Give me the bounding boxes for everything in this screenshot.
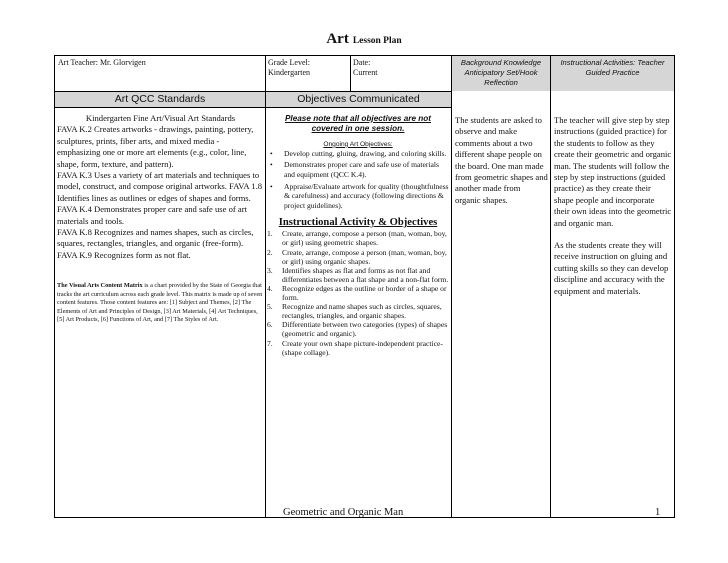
objectives-note: Please note that all objectives are not covered in one session.: [284, 114, 432, 134]
activity-item: [267, 229, 449, 247]
activity-number: 6.: [267, 320, 273, 330]
guided-practice-cell: [554, 115, 672, 505]
qcc-standards-title: Art QCC Standards: [114, 93, 206, 105]
guided-practice-paragraph: As the students create they will receive instruction on gluing and cutting skills so they can develop discipline and accuracy with the equipment and materials.: [554, 240, 669, 296]
standard-item: FAVA K.2 Creates artworks - drawings, painting, pottery, sculptures, prints, fiber arts, and mixed media - emphasizing one or more art elements (e.g., color, line, shape, form, texture, and pattern).: [57, 124, 254, 169]
objectives-cell: [267, 114, 449, 514]
standards-cell: [57, 113, 264, 513]
date-label: Date:: [353, 58, 371, 67]
objectives-header: [266, 92, 451, 107]
activity-text: Create, arrange, compose a person (man, woman, boy, or girl) using organic shapes.: [282, 247, 447, 266]
grade-level-value: Kindergarten: [268, 68, 311, 77]
activity-item: [267, 339, 449, 357]
qcc-standards-header: [55, 92, 265, 107]
teacher-name: Art Teacher: Mr. Glorvigen: [58, 58, 146, 67]
ongoing-objectives-heading: Ongoing Art Objectives:: [323, 140, 393, 148]
objectives-title: Objectives Communicated: [297, 93, 420, 105]
activity-text: Recognize edges as the outline or border of a shape or form.: [282, 283, 447, 303]
activity-text: Differentiate between two categories (types) of shapes (geometric and organic).: [282, 320, 448, 339]
standards-heading: Kindergarten Fine Art/Visual Art Standards: [85, 113, 236, 123]
activity-item: [267, 248, 449, 266]
instructional-activities-header: [551, 56, 674, 91]
activity-list: [267, 229, 449, 356]
guided-practice-paragraph: The teacher will give step by step instructions (guided practice) for the students to follow as they create their geometric and organic man. The students will follow the step by step instructions (guided practice) as they create their shape people and incorporate their own ideas into the geometric and organic man.: [554, 115, 672, 228]
title-sub: Lesson Plan: [352, 36, 402, 46]
page-number: 1: [655, 507, 661, 518]
background-knowledge-label: Background Knowledge Anticipatory Set/Hook Reflection: [460, 58, 542, 87]
background-knowledge-header: [452, 56, 550, 91]
activity-number: 1.: [267, 229, 273, 239]
teacher-cell: [58, 58, 263, 88]
standard-item: FAVA K.9 Recognizes form as not flat.: [57, 249, 191, 260]
grade-level-cell: [268, 58, 348, 88]
lesson-plan-title: [0, 30, 728, 48]
standard-item: FAVA K.8 Recognizes and names shapes, such as circles, squares, rectangles, triangles, and organic (free-form).: [57, 227, 254, 249]
standard-item: FAVA K.4 Demonstrates proper care and safe use of art materials and tools.: [57, 204, 247, 226]
activity-text: Identifies shapes as flat and forms as not flat and differentiates between a flat shape and a non-flat form.: [282, 265, 449, 284]
activity-item: [267, 284, 449, 302]
activity-heading: Instructional Activity & Objectives: [278, 217, 438, 229]
background-knowledge-cell: [455, 115, 548, 505]
grade-level-label: Grade Level:: [268, 58, 310, 67]
activity-item: [267, 302, 449, 320]
title-main: Art: [326, 31, 349, 47]
background-knowledge-text: The students are asked to observe and make comments about a two different shape people on the board. One man made from geometric shapes and another made from organic shapes.: [455, 115, 548, 205]
instructional-activities-label: Instructional Activities: Teacher Guided Practice: [560, 58, 665, 77]
date-value: Current: [353, 68, 378, 77]
ongoing-objective: • Develop cutting, gluing, drawing, and coloring skills.: [267, 149, 449, 159]
activity-text: Recognize and name shapes such as circles, squares, rectangles, triangles, and organic shapes.: [282, 302, 442, 321]
activity-text: Create your own shape picture-independent practice-(shape collage).: [282, 338, 443, 357]
ongoing-objective: • Demonstrates proper care and safe use of materials and equipment (QCC K.4).: [267, 160, 449, 179]
activity-number: 2.: [267, 247, 273, 257]
standard-item: FAVA K.3 Uses a variety of art materials and techniques to model, construct, and compose original artworks. FAVA 1.8 Identifies lines as outlines or edges of shapes and forms.: [57, 170, 263, 203]
activity-text: Create, arrange, compose a person (man, woman, boy, or girl) using geometric shapes.: [282, 229, 447, 248]
date-cell: [353, 58, 449, 88]
ongoing-objectives-list: [267, 149, 449, 211]
content-matrix-text: is a chart provided by the State of Georgia that tracks the art curriculum across each grade level. This matrix is made up of seven content features. Those content features are: [1] Subject and Themes, [2] The Elements of Art and Principles of Design, [3] Art Materials, [4] Art Techniques, [5] Art Products, [6] Functions of Art, and [7] The Styles of Art.: [57, 282, 263, 323]
content-matrix-title: The Visual Arts Content Matrix: [57, 282, 143, 290]
activity-number: 7.: [267, 338, 273, 348]
activity-number: 4.: [267, 283, 273, 293]
lesson-plan-table: [54, 55, 675, 518]
footer-lesson-title: Geometric and Organic Man: [283, 507, 404, 518]
ongoing-objective: • Appraise/Evaluate artwork for quality (thoughtfulness & carefulness) and accuracy (following directions & project guidelines).: [267, 182, 449, 211]
activity-number: 3.: [267, 265, 273, 275]
content-matrix-note: [57, 282, 264, 324]
activity-item: [267, 320, 449, 338]
activity-number: 5.: [267, 302, 273, 312]
activity-item: [267, 266, 449, 284]
